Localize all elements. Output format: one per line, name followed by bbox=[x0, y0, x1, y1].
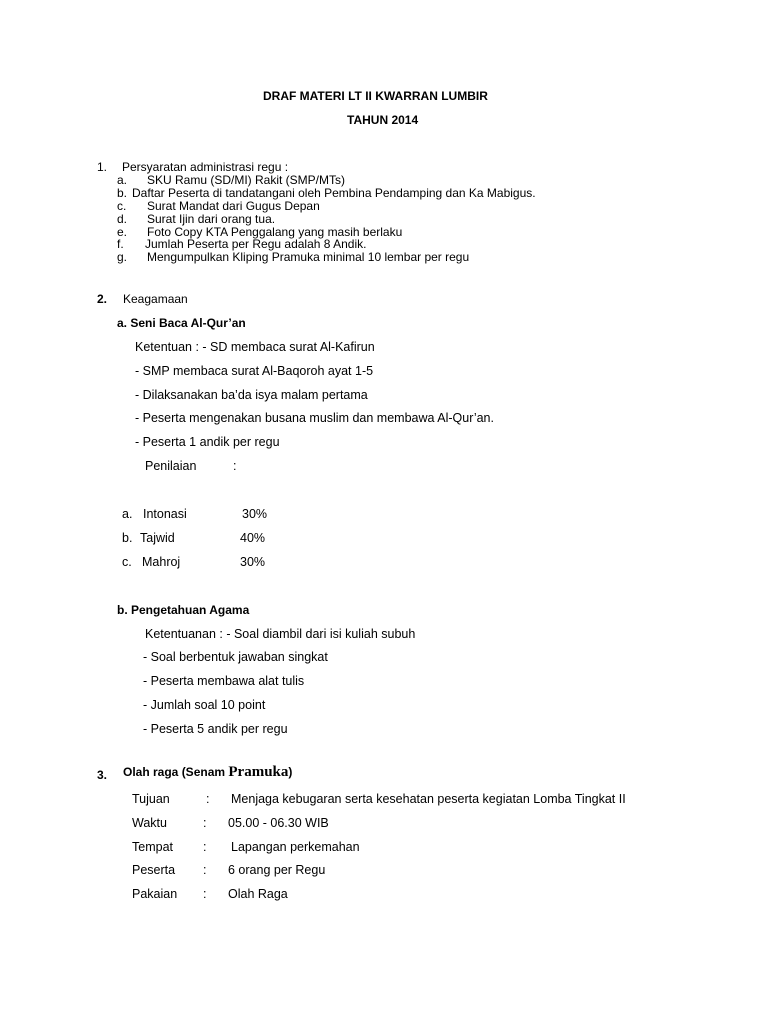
list-item: Surat Mandat dari Gugus Depan bbox=[147, 199, 320, 213]
list-item: Surat Ijin dari orang tua. bbox=[147, 212, 276, 226]
list-marker: a. bbox=[117, 173, 128, 187]
rule-line: - Peserta 5 andik per regu bbox=[143, 722, 288, 736]
penilaian-label: Penilaian bbox=[145, 459, 197, 473]
list-marker: c. bbox=[117, 199, 127, 213]
section-3-heading-close: ) bbox=[288, 765, 293, 779]
score-marker: c. bbox=[122, 555, 132, 569]
info-colon: : bbox=[203, 863, 207, 877]
section-3-heading bbox=[123, 765, 292, 779]
score-percent: 30% bbox=[240, 555, 266, 569]
info-colon: : bbox=[203, 840, 207, 854]
list-item: SKU Ramu (SD/MI) Rakit (SMP/MTs) bbox=[147, 173, 346, 187]
info-colon: : bbox=[203, 887, 207, 901]
rule-line: - Peserta 1 andik per regu bbox=[135, 435, 280, 449]
rule-line: Ketentuanan : - Soal diambil dari isi kuliah subuh bbox=[145, 627, 416, 641]
section-3-heading-part: Olah raga (Senam bbox=[123, 765, 229, 779]
score-name: Mahroj bbox=[142, 555, 181, 569]
info-key: Tempat bbox=[132, 840, 173, 854]
rule-line: - Dilaksanakan ba’da isya malam pertama bbox=[135, 388, 368, 402]
score-name: Intonasi bbox=[143, 507, 187, 521]
section-1-number: 1. bbox=[97, 160, 108, 174]
list-item: Foto Copy KTA Penggalang yang masih berlaku bbox=[147, 225, 403, 239]
info-key: Tujuan bbox=[132, 792, 170, 806]
section-2-number: 2. bbox=[97, 292, 108, 306]
document-year: TAHUN 2014 bbox=[347, 113, 419, 127]
info-key: Waktu bbox=[132, 816, 167, 830]
info-value: Olah Raga bbox=[228, 887, 288, 901]
list-item: Jumlah Peserta per Regu adalah 8 Andik. bbox=[145, 237, 367, 251]
subsection-2a-heading: a. Seni Baca Al-Qur’an bbox=[117, 316, 246, 330]
info-key: Peserta bbox=[132, 863, 176, 877]
info-key: Pakaian bbox=[132, 887, 178, 901]
list-item: Mengumpulkan Kliping Pramuka minimal 10 lembar per regu bbox=[147, 250, 470, 264]
info-colon: : bbox=[206, 792, 210, 806]
list-marker: b. bbox=[117, 186, 128, 200]
score-name: Tajwid bbox=[140, 531, 175, 545]
list-marker: g. bbox=[117, 250, 128, 264]
document-title: DRAF MATERI LT II KWARRAN LUMBIR bbox=[263, 89, 488, 103]
section-3-heading-emphasis: Pramuka bbox=[228, 764, 289, 780]
rule-line: Ketentuan : - SD membaca surat Al-Kafirun bbox=[135, 340, 375, 354]
section-3-number: 3. bbox=[97, 768, 108, 782]
list-marker: e. bbox=[117, 225, 128, 239]
score-percent: 30% bbox=[242, 507, 268, 521]
penilaian-colon: : bbox=[233, 459, 237, 473]
list-marker: d. bbox=[117, 212, 128, 226]
info-value: Lapangan perkemahan bbox=[231, 840, 360, 854]
list-item: Daftar Peserta di tandatangani oleh Pembina Pendamping dan Ka Mabigus. bbox=[132, 186, 536, 200]
list-marker: f. bbox=[117, 237, 124, 251]
info-value: 6 orang per Regu bbox=[228, 863, 326, 877]
score-marker: a. bbox=[122, 507, 133, 521]
section-1-heading: Persyaratan administrasi regu : bbox=[122, 160, 289, 174]
score-marker: b. bbox=[122, 531, 133, 545]
section-2-heading: Keagamaan bbox=[123, 292, 188, 306]
score-percent: 40% bbox=[240, 531, 266, 545]
rule-line: - Peserta membawa alat tulis bbox=[143, 674, 305, 688]
rule-line: - Peserta mengenakan busana muslim dan membawa Al-Qur’an. bbox=[135, 411, 494, 425]
rule-line: - SMP membaca surat Al-Baqoroh ayat 1-5 bbox=[135, 364, 374, 378]
subsection-2b-heading: b. Pengetahuan Agama bbox=[117, 603, 250, 617]
info-value: 05.00 - 06.30 WIB bbox=[228, 816, 329, 830]
rule-line: - Soal berbentuk jawaban singkat bbox=[143, 650, 328, 664]
info-value: Menjaga kebugaran serta kesehatan peserta kegiatan Lomba Tingkat II bbox=[231, 792, 626, 806]
rule-line: - Jumlah soal 10 point bbox=[143, 698, 266, 712]
info-colon: : bbox=[203, 816, 207, 830]
